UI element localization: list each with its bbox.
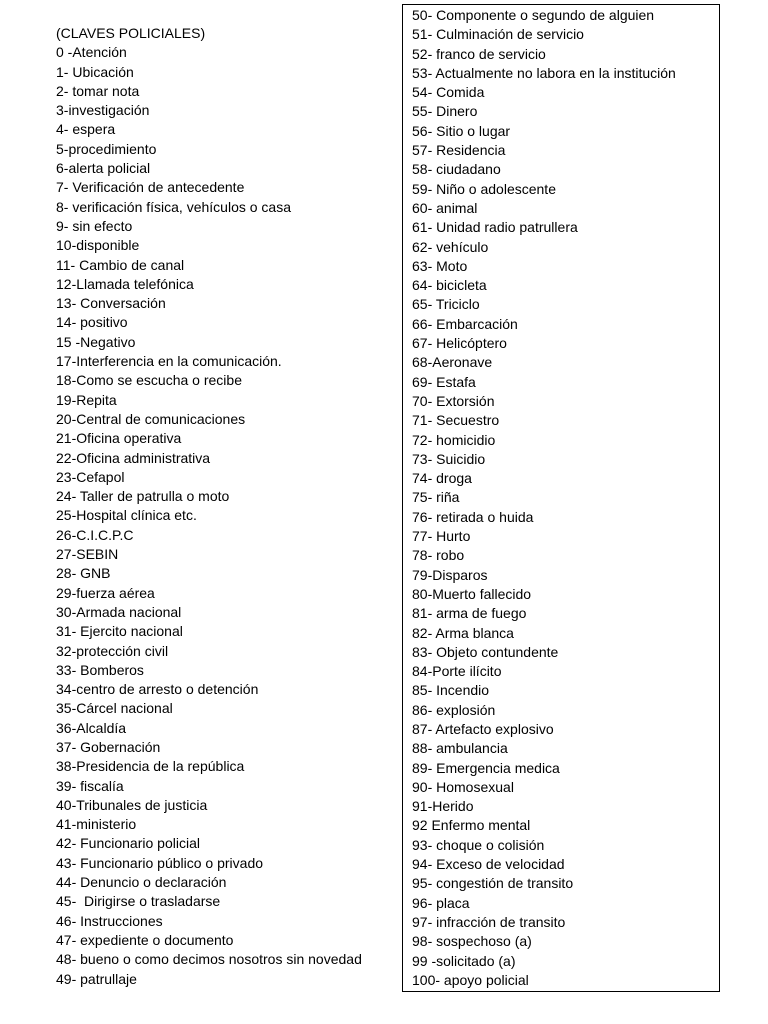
code-item: 4- espera — [56, 121, 116, 138]
code-item: 10-disponible — [56, 237, 140, 254]
code-item: 85- Incendio — [412, 682, 490, 699]
code-item: 84-Porte ilícito — [412, 663, 502, 680]
code-item: 56- Sitio o lugar — [412, 122, 511, 139]
code-item: 79-Disparos — [412, 566, 488, 583]
code-item: 58- ciudadano — [412, 161, 501, 178]
code-item: 2- tomar nota — [56, 82, 140, 99]
code-item: 75- riña — [412, 489, 460, 506]
code-item: 66- Embarcación — [412, 315, 518, 332]
code-item: 87- Artefacto explosivo — [412, 720, 554, 737]
code-item: 70- Extorsión — [412, 392, 495, 409]
code-item: 59- Niño o adolescente — [412, 180, 556, 197]
code-item: 69- Estafa — [412, 373, 476, 390]
code-item: 67- Helicóptero — [412, 335, 507, 352]
code-item: 35-Cárcel nacional — [56, 700, 173, 717]
code-item: 93- choque o colisión — [412, 836, 545, 853]
code-item: 48- bueno o como decimos nosotros sin novedad — [56, 951, 362, 968]
code-item: 63- Moto — [412, 257, 468, 274]
code-item: 26-C.I.C.P.C — [56, 526, 134, 543]
code-item: 3-investigación — [56, 102, 150, 119]
document-heading: (CLAVES POLICIALES) — [56, 25, 206, 41]
code-item: 49- patrullaje — [56, 970, 137, 987]
code-item: 54- Comida — [412, 84, 485, 101]
code-item: 80-Muerto fallecido — [412, 585, 532, 602]
code-item: 78- robo — [412, 547, 465, 564]
right-code-box — [402, 4, 720, 992]
code-item: 46- Instrucciones — [56, 912, 163, 929]
code-item: 33- Bomberos — [56, 661, 144, 678]
code-item: 47- expediente o documento — [56, 931, 234, 948]
code-item: 77- Hurto — [412, 528, 471, 545]
code-item: 91-Herido — [412, 798, 474, 815]
code-item: 45- Dirigirse o trasladarse — [56, 893, 221, 910]
code-item: 9- sin efecto — [56, 217, 133, 234]
code-item: 42- Funcionario policial — [56, 835, 200, 852]
code-item: 83- Objeto contundente — [412, 643, 559, 660]
code-item: 34-centro de arresto o detención — [56, 681, 259, 698]
code-item: 95- congestión de transito — [412, 875, 574, 892]
left-code-column — [56, 24, 401, 989]
code-item: 55- Dinero — [412, 103, 478, 120]
code-item: 61- Unidad radio patrullera — [412, 219, 578, 236]
code-item: 72- homicidio — [412, 431, 496, 448]
code-item: 12-Llamada telefónica — [56, 275, 194, 292]
code-item: 18-Como se escucha o recibe — [56, 372, 242, 389]
code-item: 19-Repita — [56, 391, 117, 408]
code-item: 36-Alcaldía — [56, 719, 127, 736]
code-item: 31- Ejercito nacional — [56, 623, 183, 640]
code-item: 1- Ubicación — [56, 63, 134, 80]
code-item: 39- fiscalía — [56, 777, 124, 794]
code-item: 89- Emergencia medica — [412, 759, 560, 776]
code-item: 88- ambulancia — [412, 740, 508, 757]
code-item: 7- Verificación de antecedente — [56, 179, 245, 196]
code-item: 99 -solicitado (a) — [412, 952, 516, 969]
code-item: 44- Denuncio o declaración — [56, 874, 227, 891]
code-item: 74- droga — [412, 470, 472, 487]
code-item: 21-Oficina operativa — [56, 430, 182, 447]
code-item: 98- sospechoso (a) — [412, 933, 532, 950]
code-item: 97- infracción de transito — [412, 913, 566, 930]
code-item: 82- Arma blanca — [412, 624, 514, 641]
code-item: 71- Secuestro — [412, 412, 500, 429]
code-item: 57- Residencia — [412, 142, 506, 159]
code-item: 92 Enfermo mental — [412, 817, 531, 834]
code-item: 29-fuerza aérea — [56, 584, 155, 601]
code-item: 65- Triciclo — [412, 296, 480, 313]
code-item: 5-procedimiento — [56, 140, 157, 157]
code-item: 62- vehículo — [412, 238, 489, 255]
code-item: 17-Interferencia en la comunicación. — [56, 353, 282, 370]
code-item: 22-Oficina administrativa — [56, 449, 211, 466]
code-item: 64- bicicleta — [412, 277, 487, 294]
code-item: 60- animal — [412, 199, 478, 216]
code-item: 32-protección civil — [56, 642, 169, 659]
code-item: 40-Tribunales de justicia — [56, 796, 208, 813]
code-item: 73- Suicidio — [412, 450, 486, 467]
code-item: 8- verificación física, vehículos o casa — [56, 198, 291, 215]
code-item: 100- apoyo policial — [412, 971, 529, 988]
code-item: 23-Cefapol — [56, 468, 125, 485]
code-item: 0 -Atención — [56, 44, 127, 61]
code-item: 30-Armada nacional — [56, 603, 182, 620]
code-item: 38-Presidencia de la república — [56, 758, 245, 775]
code-item: 6-alerta policial — [56, 160, 151, 177]
code-item: 96- placa — [412, 894, 470, 911]
code-item: 90- Homosexual — [412, 778, 514, 795]
code-item: 37- Gobernación — [56, 738, 161, 755]
code-item: 52- franco de servicio — [412, 45, 546, 62]
code-item: 27-SEBIN — [56, 546, 119, 563]
code-item: 24- Taller de patrulla o moto — [56, 488, 230, 505]
code-item: 11- Cambio de canal — [56, 256, 185, 273]
code-item: 94- Exceso de velocidad — [412, 856, 565, 873]
code-item: 86- explosión — [412, 701, 496, 718]
code-item: 25-Hospital clínica etc. — [56, 507, 197, 524]
code-item: 76- retirada o huida — [412, 508, 534, 525]
code-item: 81- arma de fuego — [412, 605, 527, 622]
code-item: 41-ministerio — [56, 816, 137, 833]
code-item: 43- Funcionario público o privado — [56, 854, 264, 871]
code-item: 15 -Negativo — [56, 333, 136, 350]
code-item: 13- Conversación — [56, 295, 166, 312]
code-item: 53- Actualmente no labora en la institución — [412, 64, 676, 81]
code-item: 14- positivo — [56, 314, 128, 331]
code-item: 50- Componente o segundo de alguien — [412, 7, 655, 23]
code-item: 51- Culminación de servicio — [412, 26, 584, 43]
code-item: 20-Central de comunicaciones — [56, 410, 246, 427]
code-item: 68-Aeronave — [412, 354, 493, 371]
code-item: 28- GNB — [56, 565, 111, 582]
